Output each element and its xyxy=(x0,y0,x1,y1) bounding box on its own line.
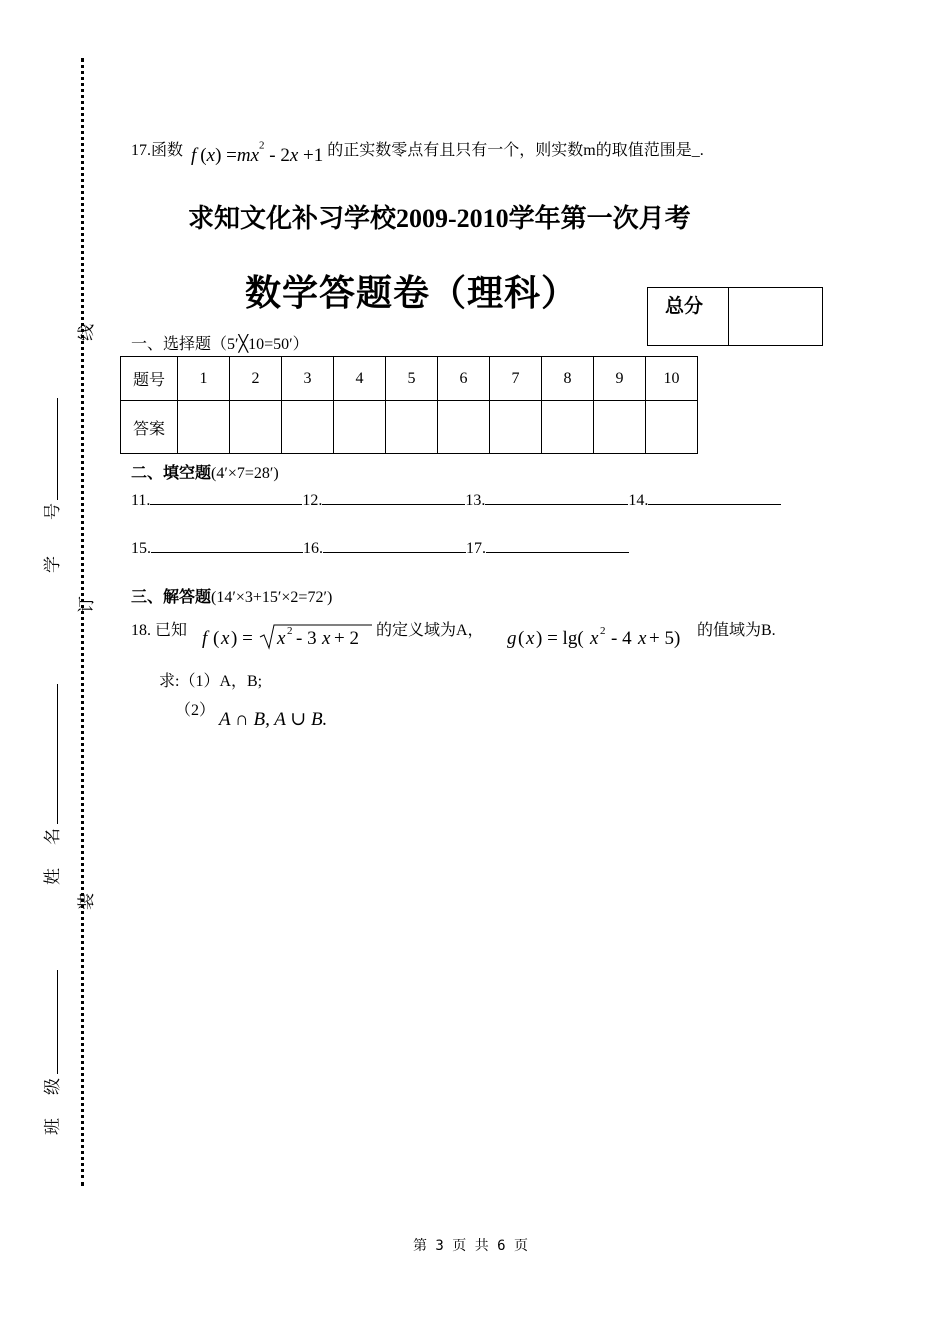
answer-cell[interactable] xyxy=(646,401,698,454)
blank-label-12: 12. xyxy=(302,492,323,509)
svg-text:x: x xyxy=(277,628,286,649)
answer-cell[interactable] xyxy=(282,401,334,454)
blank-answer-11[interactable] xyxy=(150,490,302,505)
svg-text:- 3: - 3 xyxy=(296,628,317,649)
answer-cell[interactable] xyxy=(438,401,490,454)
blank-label-16: 16. xyxy=(303,540,323,557)
row-header-answer: 答案 xyxy=(121,401,178,454)
svg-text:x: x xyxy=(221,628,230,649)
class-underline xyxy=(57,970,58,1074)
class-label-ban: 班 xyxy=(43,1118,62,1135)
name-underline xyxy=(57,684,58,824)
answer-cell[interactable] xyxy=(334,401,386,454)
q17-mx: mx xyxy=(236,145,260,166)
question-number-cell: 2 xyxy=(230,357,282,401)
name-label-xing: 姓 xyxy=(43,868,62,885)
question-number-cell: 6 xyxy=(438,357,490,401)
section2-title xyxy=(131,460,279,483)
student-id-underline xyxy=(57,398,58,500)
q17-minus: - 2 xyxy=(264,145,290,166)
q18-formula-f xyxy=(202,622,374,657)
q17-x: x xyxy=(206,145,216,166)
total-score-field[interactable] xyxy=(730,288,822,345)
blank-label-15: 15. xyxy=(131,540,151,557)
section2-title-rest: (4′×7=28′) xyxy=(211,465,279,482)
question-number-cell: 4 xyxy=(334,357,386,401)
svg-text:2: 2 xyxy=(600,625,606,637)
class-label-ji: 级 xyxy=(43,1078,62,1095)
q18-ask-1: 求:（1）A，B; xyxy=(159,673,263,690)
answer-cell[interactable] xyxy=(178,401,230,454)
svg-text:x: x xyxy=(526,628,535,649)
fill-blank-row-1 xyxy=(131,490,781,510)
answer-table-answer-row xyxy=(121,401,698,454)
blank-answer-15[interactable] xyxy=(151,538,303,553)
svg-text:x: x xyxy=(590,628,599,649)
name-label-ming: 名 xyxy=(43,828,62,845)
fill-blank-row-2 xyxy=(131,538,629,558)
student-id-label-hao: 号 xyxy=(43,503,62,520)
svg-text:(: ( xyxy=(213,628,220,649)
total-score-label: 总分 xyxy=(665,295,704,317)
svg-text:+ 5): + 5) xyxy=(649,628,681,649)
question-number-cell: 10 xyxy=(646,357,698,401)
q17-plus1: +1 xyxy=(298,145,324,166)
blank-answer-13[interactable] xyxy=(485,490,628,505)
question-number-cell: 3 xyxy=(282,357,334,401)
svg-text:+ 2: + 2 xyxy=(334,628,359,649)
q18-ask-2: （2） xyxy=(175,702,216,719)
q18-mid: 的定义域为A， xyxy=(376,622,484,639)
question-17 xyxy=(131,137,704,166)
blank-label-14: 14. xyxy=(628,492,649,509)
total-score-box xyxy=(647,287,823,346)
section2-title-bold: 二、填空题 xyxy=(131,465,212,482)
question-number-cell: 5 xyxy=(386,357,438,401)
answer-table xyxy=(120,356,698,454)
score-box-divider xyxy=(728,288,729,345)
q18-set-formula: A ∩ B, A ∪ B. xyxy=(219,709,328,730)
student-id-label-xue: 学 xyxy=(43,556,62,573)
q17-suffix: 的正实数零点有且只有一个，则实数m的取值范围是_. xyxy=(327,142,704,159)
answer-cell[interactable] xyxy=(490,401,542,454)
q18-prefix: 18. 已知 xyxy=(131,622,188,639)
blank-answer-12[interactable] xyxy=(322,490,465,505)
answer-cell[interactable] xyxy=(230,401,282,454)
question-number-cell: 8 xyxy=(542,357,594,401)
svg-text:- 4: - 4 xyxy=(611,628,632,649)
binding-ding-char: 订 xyxy=(77,596,96,613)
svg-text:2: 2 xyxy=(287,625,293,637)
answer-cell[interactable] xyxy=(594,401,646,454)
svg-text:g: g xyxy=(507,628,517,649)
answer-cell[interactable] xyxy=(542,401,594,454)
q17-x2: x xyxy=(289,145,299,166)
blank-answer-17[interactable] xyxy=(486,538,629,553)
svg-text:x: x xyxy=(322,628,331,649)
page-footer: 第 3 页 共 6 页 xyxy=(413,1238,529,1254)
section3-title-bold: 三、解答题 xyxy=(131,589,212,606)
q18-g-log-formula xyxy=(507,622,695,652)
school-title: 求知文化补习学校2009-2010学年第一次月考 xyxy=(188,204,691,233)
question-number-cell: 1 xyxy=(178,357,230,401)
q18-f-sqrt-formula xyxy=(202,622,374,652)
q18-suffix: 的值域为B. xyxy=(697,622,776,639)
binding-dotted-line xyxy=(81,58,84,1186)
q17-formula: f xyxy=(191,145,197,166)
q18-formula-g xyxy=(507,622,695,657)
binding-line-char: 线 xyxy=(77,324,96,341)
blank-answer-16[interactable] xyxy=(323,538,466,553)
row-header-number: 题号 xyxy=(121,357,178,401)
q17-sup: 2 xyxy=(259,139,265,152)
svg-text:) = lg(: ) = lg( xyxy=(536,628,584,649)
svg-text:(: ( xyxy=(518,628,525,649)
svg-text:f: f xyxy=(202,628,208,649)
blank-label-13: 13. xyxy=(465,492,486,509)
q17-formula-rest: ( xyxy=(200,145,207,166)
blank-label-17: 17. xyxy=(466,540,486,557)
binding-zhuang-char: 装 xyxy=(77,893,96,910)
blank-label-11: 11. xyxy=(131,492,151,509)
blank-answer-14[interactable] xyxy=(648,490,781,505)
q17-prefix: 17.函数 xyxy=(131,142,184,159)
paper-title: 数学答题卷（理科） xyxy=(245,273,579,313)
section3-title-rest: (14′×3+15′×2=72′) xyxy=(211,589,333,606)
question-number-cell: 7 xyxy=(490,357,542,401)
question-number-cell: 9 xyxy=(594,357,646,401)
answer-table-number-row xyxy=(121,357,698,401)
section3-title xyxy=(131,584,332,607)
svg-text:) =: ) = xyxy=(231,628,253,649)
q17-eq: ) = xyxy=(215,145,237,166)
answer-cell[interactable] xyxy=(386,401,438,454)
section1-title: 一、选择题（5′╳10=50′） xyxy=(131,336,309,353)
svg-text:x: x xyxy=(638,628,647,649)
